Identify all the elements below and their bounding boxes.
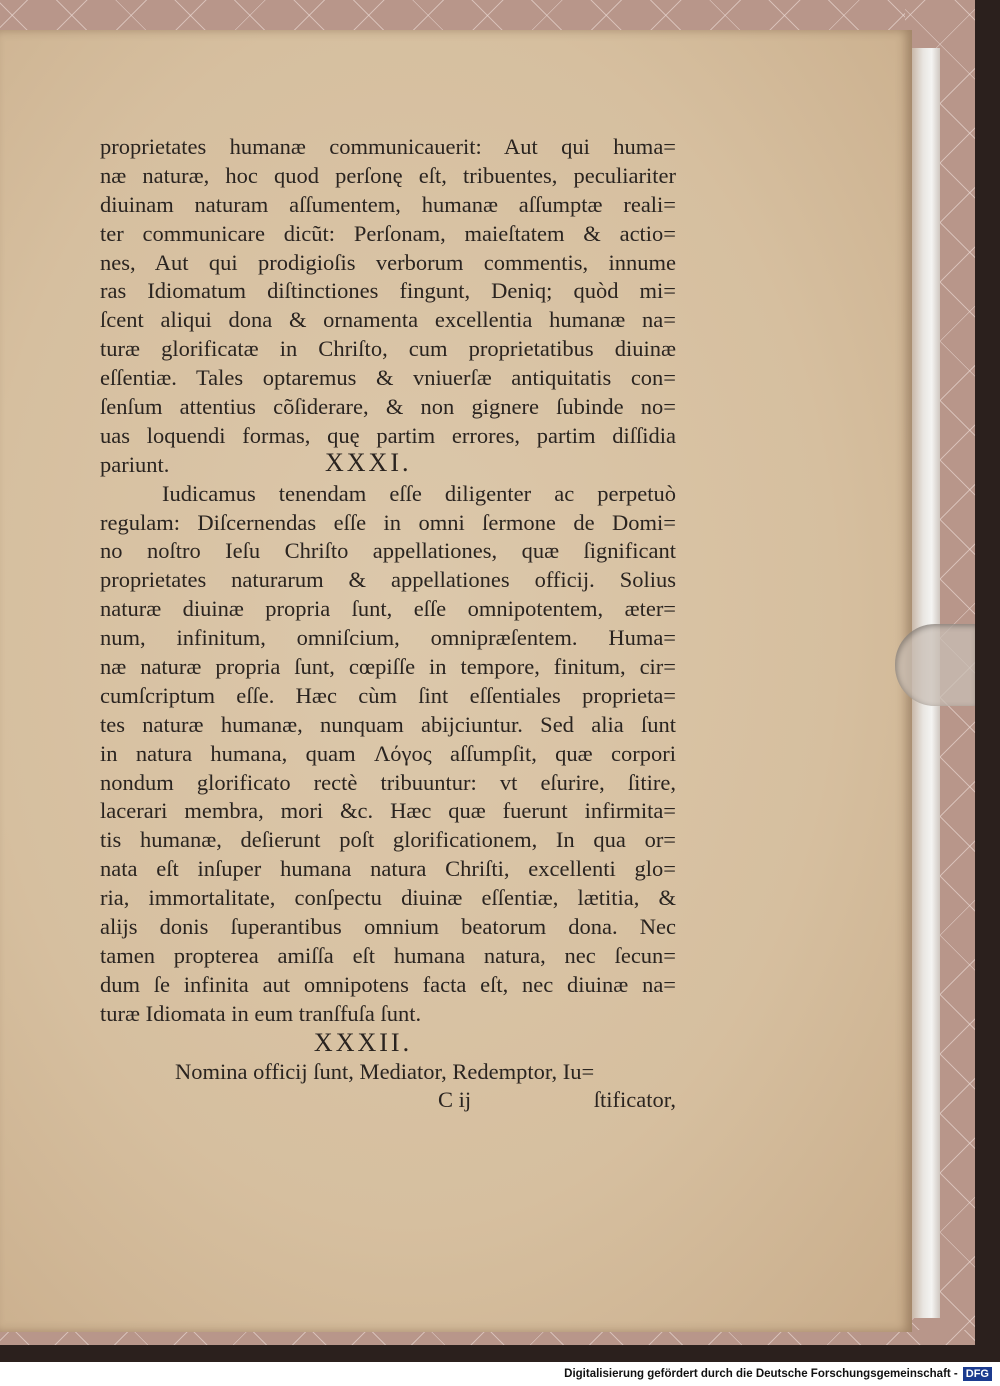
text-line: turæ glorificatæ in Chriſto, cum proprietatibus diuinæ [100,336,676,362]
footer-bar [0,1362,1000,1386]
text-line: ras Idiomatum diſtinctiones fingunt, Deniq; quòd mi= [100,278,676,304]
section-31-text [100,480,676,1029]
book-cover-bottom [0,1330,975,1345]
paragraph-continuation [100,133,676,451]
section-heading-31: XXXI. [325,447,412,477]
text-line: Iudicamus tenendam eſſe diligenter ac perpetuò [162,480,676,506]
text-line: naturæ diuinæ propria ſunt, eſſe omnipotentem, æter= [100,596,676,622]
text-line: proprietates humanæ communicauerit: Aut qui huma= [100,134,676,159]
text-line: cumſcriptum eſſe. Hæc cùm ſint eſſentiales proprieta= [100,682,676,708]
text-line: dum ſe infinita aut omnipotens facta eſt, nec diuinæ na= [100,971,676,997]
text-line: tamen propterea amiſſa eſt humana natura, nec ſecun= [100,942,676,968]
text-line: no noſtro Ieſu Chriſto appellationes, quæ ſignificant [100,538,676,564]
text-line: tes naturæ humanæ, nunquam abijciuntur. Sed alia ſunt [100,711,676,737]
text-line: ſenſum attentius cõſiderare, & non gignere ſubinde no= [100,394,676,420]
text-line: Nomina officij ſunt, Mediator, Redemptor, Iu= [175,1058,595,1084]
text-line: nes, Aut qui prodigioſis verborum commentis, innume [100,249,676,275]
page-text [100,133,676,1115]
text-line: num, infinitum, omniſcium, omnipræſentem. Huma= [100,625,676,651]
text-line: eſſentiæ. Tales optaremus & vniuerſæ antiquitatis con= [100,365,676,391]
page-clip [895,624,975,706]
text-line: turæ Idiomata in eum tranſfuſa ſunt. [100,1000,422,1026]
text-line: in natura humana, quam Λόγος aſſumpſit, quæ corpori [100,740,676,766]
text-line: tis humanæ, deſierunt poſt glorificationem, In qua or= [100,827,676,853]
text-line: nondum glorificato rectè tribuuntur: vt eſurire, ſitire, [100,769,676,795]
text-line: nata eſt inſuper humana natura Chriſti, excellenti glo= [100,856,676,882]
text-line: ſcent aliqui dona & ornamenta excellentia humanæ na= [100,307,676,333]
signature-mark: C ij [438,1087,472,1113]
text-line: ter communicare dicũt: Perſonam, maieſtatem & actio= [100,220,676,246]
book-cover-top [0,0,975,32]
text-line: alijs donis ſuperantibus omnium beatorum dona. Nec [100,914,676,940]
text-line: lacerari membra, mori &c. Hæc quæ fuerunt infirmita= [100,798,676,824]
text-line: ria, immortalitate, conſpectu diuinæ eſſentiæ, lætitia, & [100,885,676,911]
text-word: pariunt. [100,451,170,477]
funding-notice: Digitalisierung gefördert durch die Deutsche Forschungsgemeinschaft - [564,1368,958,1380]
text-line: regulam: Diſcernendas eſſe in omni ſermone de Domi= [100,509,676,535]
text-line: næ naturæ, hoc quod perſonę eſt, tribuentes, peculiariter [100,162,676,188]
text-line: næ naturæ propria ſunt, cœpiſſe in tempore, finitum, cir= [100,654,676,680]
text-line: uas loquendi formas, quę partim errores, partim diſſidia [100,422,676,448]
page-footer-line [100,1086,676,1115]
section-heading-32: XXXII. [313,1027,413,1057]
text-line: diuinam naturam aſſumentem, humanæ aſſumptæ reali= [100,191,676,217]
catchword: ſtificator, [593,1087,676,1113]
text-line [100,447,676,480]
dfg-logo: DFG [963,1367,992,1381]
text-line: proprietates naturarum & appellationes officij. Solius [100,567,676,593]
